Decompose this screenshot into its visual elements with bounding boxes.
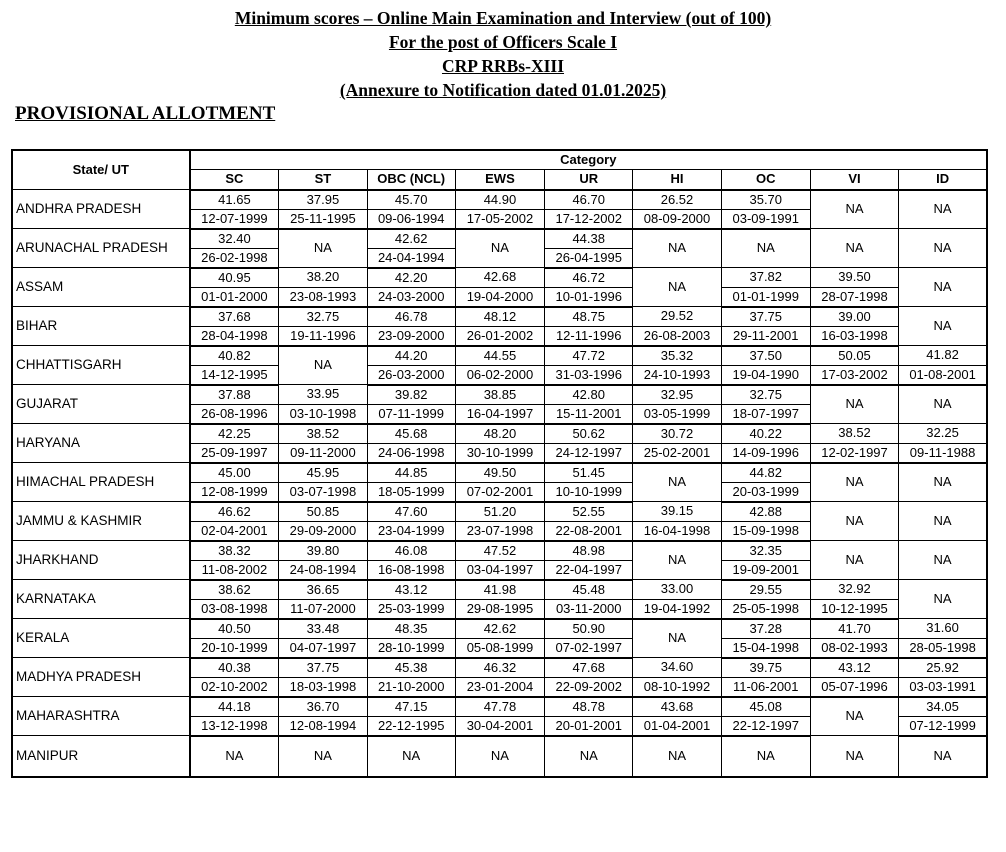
state-name: KARNATAKA — [12, 580, 190, 619]
cutoff-dob: 18-07-1997 — [721, 404, 810, 424]
cutoff-dob: 22-12-1995 — [367, 716, 455, 736]
cutoff-dob: 23-08-1993 — [279, 287, 367, 307]
min-score: 45.00 — [190, 463, 279, 483]
min-score: 45.48 — [545, 580, 633, 600]
min-score: 47.78 — [455, 697, 544, 717]
cutoff-dob: 02-04-2001 — [190, 521, 279, 541]
cutoff-dob: 09-06-1994 — [367, 209, 455, 229]
min-score: 48.78 — [545, 697, 633, 717]
min-score: 29.55 — [721, 580, 810, 600]
cutoff-dob: 28-04-1998 — [190, 326, 279, 346]
cutoff-dob: 24-04-1994 — [367, 248, 455, 268]
minimum-scores-table — [11, 149, 988, 778]
min-score: 48.75 — [545, 307, 633, 327]
min-score: 37.82 — [721, 268, 810, 288]
state-name: JHARKHAND — [12, 541, 190, 580]
na-cell: NA — [810, 502, 898, 541]
min-score: 45.68 — [367, 424, 455, 444]
cutoff-dob: 05-07-1996 — [810, 677, 898, 697]
document-header — [0, 6, 1006, 102]
na-cell: NA — [899, 307, 987, 346]
min-score: 47.15 — [367, 697, 455, 717]
min-score: 29.52 — [633, 307, 721, 327]
cutoff-dob: 25-09-1997 — [190, 443, 279, 463]
min-score: 50.05 — [810, 346, 898, 366]
table-header — [12, 150, 987, 190]
na-cell: NA — [455, 229, 544, 268]
min-score: 32.25 — [899, 424, 987, 444]
min-score: 44.90 — [455, 190, 544, 210]
min-score: 50.62 — [545, 424, 633, 444]
cutoff-dob: 23-04-1999 — [367, 521, 455, 541]
min-score: 41.98 — [455, 580, 544, 600]
cutoff-dob: 22-08-2001 — [545, 521, 633, 541]
min-score: 51.20 — [455, 502, 544, 522]
min-score: 40.50 — [190, 619, 279, 639]
cutoff-dob: 24-08-1994 — [279, 560, 367, 580]
min-score: 44.38 — [545, 229, 633, 249]
na-cell: NA — [633, 229, 721, 268]
table-row — [12, 697, 987, 717]
min-score: 47.60 — [367, 502, 455, 522]
min-score: 41.82 — [899, 346, 987, 366]
min-score: 48.12 — [455, 307, 544, 327]
na-cell: NA — [279, 229, 367, 268]
cutoff-dob: 19-04-1992 — [633, 599, 721, 619]
cutoff-dob: 16-08-1998 — [367, 560, 455, 580]
column-header-ur: UR — [545, 170, 633, 190]
min-score: 39.75 — [721, 658, 810, 678]
min-score: 47.72 — [545, 346, 633, 366]
cutoff-dob: 10-01-1996 — [545, 287, 633, 307]
table-row — [12, 307, 987, 327]
min-score: 42.80 — [545, 385, 633, 405]
table-row — [12, 190, 987, 210]
cutoff-dob: 01-01-2000 — [190, 287, 279, 307]
section-title: PROVISIONAL ALLOTMENT — [15, 103, 276, 124]
table-body — [12, 190, 987, 778]
cutoff-dob: 24-12-1997 — [545, 443, 633, 463]
min-score: 38.52 — [810, 424, 898, 444]
min-score: 47.52 — [455, 541, 544, 561]
na-cell: NA — [545, 736, 633, 778]
na-cell: NA — [810, 229, 898, 268]
table-row — [12, 385, 987, 405]
cutoff-dob: 16-04-1997 — [455, 404, 544, 424]
column-header-hi: HI — [633, 170, 721, 190]
cutoff-dob: 12-07-1999 — [190, 209, 279, 229]
cutoff-dob: 31-03-1996 — [545, 365, 633, 385]
column-header-oc: OC — [721, 170, 810, 190]
na-cell: NA — [810, 736, 898, 778]
min-score: 26.52 — [633, 190, 721, 210]
min-score: 30.72 — [633, 424, 721, 444]
table-row — [12, 424, 987, 444]
min-score: 42.62 — [367, 229, 455, 249]
cutoff-dob: 19-04-1990 — [721, 365, 810, 385]
min-score: 45.38 — [367, 658, 455, 678]
min-score: 48.98 — [545, 541, 633, 561]
cutoff-dob: 25-11-1995 — [279, 209, 367, 229]
cutoff-dob: 26-02-1998 — [190, 248, 279, 268]
cutoff-dob: 05-08-1999 — [455, 638, 544, 658]
cutoff-dob: 03-05-1999 — [633, 404, 721, 424]
cutoff-dob: 20-01-2001 — [545, 716, 633, 736]
na-cell: NA — [190, 736, 279, 778]
state-name: ARUNACHAL PRADESH — [12, 229, 190, 268]
table-row — [12, 463, 987, 483]
cutoff-dob: 26-04-1995 — [545, 248, 633, 268]
na-cell: NA — [633, 463, 721, 502]
na-cell: NA — [899, 463, 987, 502]
min-score: 38.20 — [279, 268, 367, 288]
na-cell: NA — [810, 541, 898, 580]
cutoff-dob: 26-08-1996 — [190, 404, 279, 424]
column-header-vi: VI — [810, 170, 898, 190]
column-header-ews: EWS — [455, 170, 544, 190]
cutoff-dob: 15-11-2001 — [545, 404, 633, 424]
cutoff-dob: 19-09-2001 — [721, 560, 810, 580]
cutoff-dob: 19-11-1996 — [279, 326, 367, 346]
min-score: 37.75 — [279, 658, 367, 678]
cutoff-dob: 16-04-1998 — [633, 521, 721, 541]
state-name: ANDHRA PRADESH — [12, 190, 190, 229]
min-score: 39.15 — [633, 502, 721, 522]
cutoff-dob: 08-02-1993 — [810, 638, 898, 658]
cutoff-dob: 26-03-2000 — [367, 365, 455, 385]
min-score: 46.72 — [545, 268, 633, 288]
na-cell: NA — [899, 268, 987, 307]
na-cell: NA — [810, 463, 898, 502]
cutoff-dob: 26-01-2002 — [455, 326, 544, 346]
cutoff-dob: 03-10-1998 — [279, 404, 367, 424]
min-score: 43.12 — [810, 658, 898, 678]
na-cell: NA — [279, 346, 367, 385]
cutoff-dob: 12-08-1994 — [279, 716, 367, 736]
min-score: 51.45 — [545, 463, 633, 483]
na-cell: NA — [899, 736, 987, 778]
cutoff-dob: 08-09-2000 — [633, 209, 721, 229]
cutoff-dob: 18-05-1999 — [367, 482, 455, 502]
na-cell: NA — [899, 541, 987, 580]
cutoff-dob: 17-05-2002 — [455, 209, 544, 229]
min-score: 44.20 — [367, 346, 455, 366]
min-score: 38.85 — [455, 385, 544, 405]
min-score: 38.52 — [279, 424, 367, 444]
cutoff-dob: 03-07-1998 — [279, 482, 367, 502]
state-column-header: State/ UT — [12, 150, 190, 190]
cutoff-dob: 09-11-2000 — [279, 443, 367, 463]
state-name: ASSAM — [12, 268, 190, 307]
cutoff-dob: 03-03-1991 — [899, 677, 987, 697]
cutoff-dob: 24-03-2000 — [367, 287, 455, 307]
state-name: JAMMU & KASHMIR — [12, 502, 190, 541]
cutoff-dob: 29-08-1995 — [455, 599, 544, 619]
main-title: Minimum scores – Online Main Examination and Interview (out of 100) — [234, 8, 772, 28]
table-row — [12, 619, 987, 639]
min-score: 37.95 — [279, 190, 367, 210]
min-score: 48.20 — [455, 424, 544, 444]
min-score: 32.92 — [810, 580, 898, 600]
table-row — [12, 229, 987, 249]
min-score: 46.62 — [190, 502, 279, 522]
na-cell: NA — [721, 736, 810, 778]
cutoff-dob: 03-08-1998 — [190, 599, 279, 619]
cutoff-dob: 02-10-2002 — [190, 677, 279, 697]
state-name: MADHYA PRADESH — [12, 658, 190, 697]
cutoff-dob: 15-04-1998 — [721, 638, 810, 658]
na-cell: NA — [899, 580, 987, 619]
cutoff-dob: 03-09-1991 — [721, 209, 810, 229]
cutoff-dob: 20-10-1999 — [190, 638, 279, 658]
state-name: CHHATTISGARH — [12, 346, 190, 385]
cutoff-dob: 20-03-1999 — [721, 482, 810, 502]
min-score: 37.50 — [721, 346, 810, 366]
min-score: 36.70 — [279, 697, 367, 717]
min-score: 36.65 — [279, 580, 367, 600]
annexure-title: (Annexure to Notification dated 01.01.2025) — [339, 80, 667, 100]
min-score: 42.88 — [721, 502, 810, 522]
cutoff-dob: 29-09-2000 — [279, 521, 367, 541]
na-cell: NA — [899, 385, 987, 424]
min-score: 39.00 — [810, 307, 898, 327]
na-cell: NA — [279, 736, 367, 778]
min-score: 43.68 — [633, 697, 721, 717]
state-name: MANIPUR — [12, 736, 190, 778]
min-score: 39.82 — [367, 385, 455, 405]
min-score: 49.50 — [455, 463, 544, 483]
cutoff-dob: 24-06-1998 — [367, 443, 455, 463]
column-header-st: ST — [279, 170, 367, 190]
min-score: 40.95 — [190, 268, 279, 288]
cutoff-dob: 17-12-2002 — [545, 209, 633, 229]
cutoff-dob: 22-12-1997 — [721, 716, 810, 736]
cutoff-dob: 13-12-1998 — [190, 716, 279, 736]
na-cell: NA — [899, 229, 987, 268]
min-score: 31.60 — [899, 619, 987, 639]
cutoff-dob: 25-05-1998 — [721, 599, 810, 619]
cutoff-dob: 07-11-1999 — [367, 404, 455, 424]
min-score: 40.38 — [190, 658, 279, 678]
state-name: HARYANA — [12, 424, 190, 463]
cutoff-dob: 14-09-1996 — [721, 443, 810, 463]
min-score: 50.85 — [279, 502, 367, 522]
min-score: 45.95 — [279, 463, 367, 483]
na-cell: NA — [810, 697, 898, 736]
na-cell: NA — [899, 190, 987, 229]
cutoff-dob: 11-08-2002 — [190, 560, 279, 580]
cutoff-dob: 12-11-1996 — [545, 326, 633, 346]
min-score: 33.00 — [633, 580, 721, 600]
min-score: 35.70 — [721, 190, 810, 210]
na-cell: NA — [455, 736, 544, 778]
na-cell: NA — [810, 190, 898, 229]
cutoff-dob: 28-10-1999 — [367, 638, 455, 658]
cutoff-dob: 10-12-1995 — [810, 599, 898, 619]
min-score: 45.08 — [721, 697, 810, 717]
min-score: 37.88 — [190, 385, 279, 405]
min-score: 40.22 — [721, 424, 810, 444]
na-cell: NA — [633, 541, 721, 580]
min-score: 37.28 — [721, 619, 810, 639]
min-score: 40.82 — [190, 346, 279, 366]
column-header-id: ID — [899, 170, 987, 190]
table-row — [12, 658, 987, 678]
cutoff-dob: 11-07-2000 — [279, 599, 367, 619]
min-score: 37.68 — [190, 307, 279, 327]
na-cell: NA — [633, 268, 721, 307]
table-row — [12, 541, 987, 561]
min-score: 33.48 — [279, 619, 367, 639]
min-score: 32.95 — [633, 385, 721, 405]
table-row — [12, 346, 987, 366]
min-score: 39.50 — [810, 268, 898, 288]
cutoff-dob: 25-02-2001 — [633, 443, 721, 463]
cutoff-dob: 28-07-1998 — [810, 287, 898, 307]
cutoff-dob: 23-09-2000 — [367, 326, 455, 346]
cutoff-dob: 03-04-1997 — [455, 560, 544, 580]
min-score: 37.75 — [721, 307, 810, 327]
min-score: 50.90 — [545, 619, 633, 639]
min-score: 25.92 — [899, 658, 987, 678]
min-score: 38.62 — [190, 580, 279, 600]
cutoff-dob: 30-04-2001 — [455, 716, 544, 736]
min-score: 52.55 — [545, 502, 633, 522]
cutoff-dob: 22-04-1997 — [545, 560, 633, 580]
min-score: 44.55 — [455, 346, 544, 366]
min-score: 38.32 — [190, 541, 279, 561]
cutoff-dob: 07-02-1997 — [545, 638, 633, 658]
min-score: 46.70 — [545, 190, 633, 210]
cutoff-dob: 23-07-1998 — [455, 521, 544, 541]
min-score: 35.32 — [633, 346, 721, 366]
min-score: 42.20 — [367, 268, 455, 288]
na-cell: NA — [810, 385, 898, 424]
min-score: 32.75 — [279, 307, 367, 327]
cutoff-dob: 07-02-2001 — [455, 482, 544, 502]
min-score: 32.75 — [721, 385, 810, 405]
min-score: 33.95 — [279, 385, 367, 405]
table-row — [12, 268, 987, 288]
min-score: 42.68 — [455, 268, 544, 288]
cutoff-dob: 18-03-1998 — [279, 677, 367, 697]
min-score: 44.18 — [190, 697, 279, 717]
cutoff-dob: 24-10-1993 — [633, 365, 721, 385]
table-row — [12, 580, 987, 600]
na-cell: NA — [721, 229, 810, 268]
cutoff-dob: 08-10-1992 — [633, 677, 721, 697]
cutoff-dob: 01-08-2001 — [899, 365, 987, 385]
min-score: 44.85 — [367, 463, 455, 483]
min-score: 41.70 — [810, 619, 898, 639]
state-name: HIMACHAL PRADESH — [12, 463, 190, 502]
min-score: 42.62 — [455, 619, 544, 639]
min-score: 46.78 — [367, 307, 455, 327]
cutoff-dob: 23-01-2004 — [455, 677, 544, 697]
min-score: 32.35 — [721, 541, 810, 561]
cutoff-dob: 28-05-1998 — [899, 638, 987, 658]
cutoff-dob: 17-03-2002 — [810, 365, 898, 385]
min-score: 44.82 — [721, 463, 810, 483]
cutoff-dob: 15-09-1998 — [721, 521, 810, 541]
cutoff-dob: 21-10-2000 — [367, 677, 455, 697]
na-cell: NA — [367, 736, 455, 778]
cutoff-dob: 12-08-1999 — [190, 482, 279, 502]
cutoff-dob: 26-08-2003 — [633, 326, 721, 346]
cutoff-dob: 29-11-2001 — [721, 326, 810, 346]
state-name: BIHAR — [12, 307, 190, 346]
cutoff-dob: 01-04-2001 — [633, 716, 721, 736]
post-title: For the post of Officers Scale I — [388, 32, 618, 52]
min-score: 34.60 — [633, 658, 721, 678]
cutoff-dob: 12-02-1997 — [810, 443, 898, 463]
min-score: 46.32 — [455, 658, 544, 678]
cutoff-dob: 22-09-2002 — [545, 677, 633, 697]
cutoff-dob: 04-07-1997 — [279, 638, 367, 658]
cutoff-dob: 09-11-1988 — [899, 443, 987, 463]
min-score: 46.08 — [367, 541, 455, 561]
min-score: 45.70 — [367, 190, 455, 210]
min-score: 43.12 — [367, 580, 455, 600]
cutoff-dob: 10-10-1999 — [545, 482, 633, 502]
cutoff-dob: 14-12-1995 — [190, 365, 279, 385]
cutoff-dob: 03-11-2000 — [545, 599, 633, 619]
min-score: 42.25 — [190, 424, 279, 444]
min-score: 41.65 — [190, 190, 279, 210]
min-score: 32.40 — [190, 229, 279, 249]
recruitment-title: CRP RRBs-XIII — [441, 56, 565, 76]
min-score: 34.05 — [899, 697, 987, 717]
cutoff-dob: 25-03-1999 — [367, 599, 455, 619]
column-header-sc: SC — [190, 170, 279, 190]
state-name: GUJARAT — [12, 385, 190, 424]
min-score: 48.35 — [367, 619, 455, 639]
na-cell: NA — [899, 502, 987, 541]
min-score: 39.80 — [279, 541, 367, 561]
column-header-obc-ncl: OBC (NCL) — [367, 170, 455, 190]
cutoff-dob: 11-06-2001 — [721, 677, 810, 697]
na-cell: NA — [633, 619, 721, 658]
table-row — [12, 502, 987, 522]
cutoff-dob: 07-12-1999 — [899, 716, 987, 736]
category-header: Category — [190, 150, 987, 170]
state-name: KERALA — [12, 619, 190, 658]
cutoff-dob: 06-02-2000 — [455, 365, 544, 385]
min-score: 47.68 — [545, 658, 633, 678]
state-name: MAHARASHTRA — [12, 697, 190, 736]
cutoff-dob: 30-10-1999 — [455, 443, 544, 463]
cutoff-dob: 01-01-1999 — [721, 287, 810, 307]
na-cell: NA — [633, 736, 721, 778]
cutoff-dob: 16-03-1998 — [810, 326, 898, 346]
cutoff-dob: 19-04-2000 — [455, 287, 544, 307]
